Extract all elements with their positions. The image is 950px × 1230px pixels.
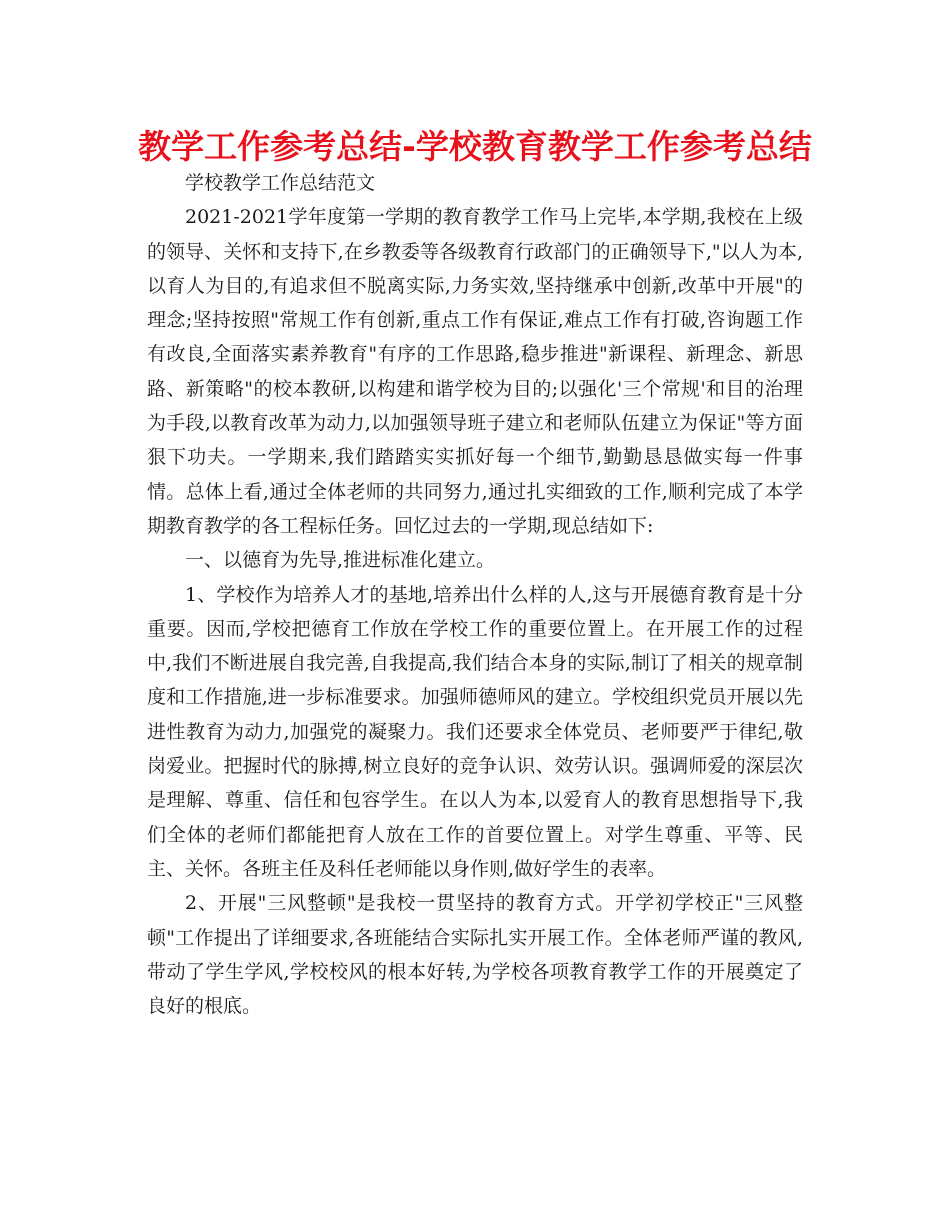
document-subtitle: 学校教学工作总结范文	[185, 172, 376, 194]
document-title: 教学工作参考总结-学校教育教学工作参考总结	[138, 127, 812, 166]
paragraph-intro: 2021-2021学年度第一学期的教育教学工作马上完毕,本学期,我校在上级的领导、关怀和支持下,在乡教委等各级教育行政部门的正确领导下,"以人为本,以育人为目的,有追求但不脱离实际,力务实效,坚持继承中创新,改革中开展"的理念;坚持按照"常规工作有创新,重点工作有保证,难点工作有打破,咨询题工作有改良,全面落实素养教育"有序的工作思路,稳步推进"新课程、新理念、新思路、新策略"的校本教研,以构建和谐学校为目的;以强化'三个常规'和目的治理为手段,以教育改革为动力,以加强领导班子建立和老师队伍建立为保证"等方面狠下功夫。一学期来,我们踏踏实实抓好每一个细节,勤勤恳恳做实每一件事情。总体上看,通过全体老师的共同努力,通过扎实细致的工作,顺利完成了本学期教育教学的各工程标任务。回忆过去的一学期,现总结如下:	[147, 206, 803, 537]
document-body	[147, 166, 803, 1023]
section-heading-1: 一、以德育为先导,推进标准化建立。	[185, 549, 496, 572]
paragraph-item-1: 1、学校作为培养人才的基地,培养出什么样的人,这与开展德育教育是十分重要。因而,学校把德育工作放在学校工作的重要位置上。在开展工作的过程中,我们不断进展自我完善,自我提高,我们结合本身的实际,制订了相关的规章制度和工作措施,进一步标准要求。加强师德师风的建立。学校组织党员开展以先进性教育为动力,加强党的凝聚力。我们还要求全体党员、老师要严于律纪,敬岗爱业。把握时代的脉搏,树立良好的竞争认识、效劳认识。强调师爱的深层次是理解、尊重、信任和包容学生。在以人为本,以爱育人的教育思想指导下,我们全体的老师们都能把育人放在工作的首要位置上。对学生尊重、平等、民主、关怀。各班主任及科任老师能以身作则,做好学生的表率。	[147, 583, 803, 880]
paragraph-item-2: 2、开展"三风整顿"是我校一贯坚持的教育方式。开学初学校正"三风整顿"工作提出了详细要求,各班能结合实际扎实开展工作。全体老师严谨的教风,带动了学生学风,学校校风的根本好转,为学校各项教育教学工作的开展奠定了良好的根底。	[147, 892, 803, 1018]
